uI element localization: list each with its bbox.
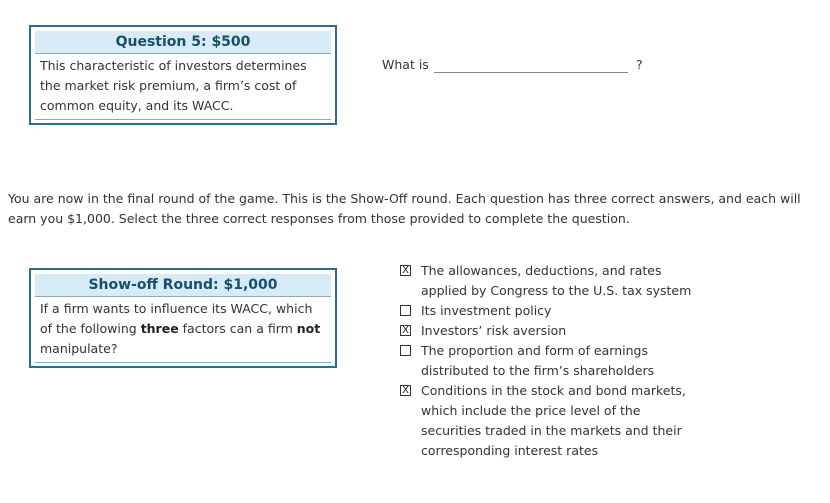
option-label-investment-policy: Its investment policy	[421, 303, 552, 318]
option-tax-system[interactable]	[400, 261, 700, 301]
option-investment-policy[interactable]	[400, 301, 700, 321]
option-market-conditions[interactable]	[400, 381, 700, 461]
option-risk-aversion[interactable]	[400, 321, 700, 341]
option-label-tax-system: The allowances, deductions, and rates applied by Congress to the U.S. tax system	[421, 263, 692, 298]
answer-options-list	[400, 261, 700, 461]
instructions-text: You are now in the final round of the game. This is the Show-Off round. Each question has three correct answers, and each will earn you $1,000. Select the three correct responses from those provided to complete the question.	[8, 191, 801, 226]
question-5-card	[29, 25, 337, 125]
question-mark-label: ?	[636, 57, 643, 72]
showoff-text-bold-three: three	[140, 321, 179, 336]
option-label-earnings-distribution: The proportion and form of earnings distributed to the firm’s shareholders	[421, 343, 655, 378]
question-5-text: This characteristic of investors determines the market risk premium, a firm’s cost of common equity, and its WACC.	[35, 54, 331, 120]
checkbox-market-conditions[interactable]: X	[400, 385, 411, 396]
question-5-title: Question 5: $500	[35, 31, 331, 54]
checkbox-tax-system[interactable]: X	[400, 265, 411, 276]
what-is-label: What is	[382, 57, 429, 72]
showoff-question-text	[35, 297, 331, 363]
option-label-risk-aversion: Investors’ risk aversion	[421, 323, 567, 338]
showoff-text-part2: factors can a firm	[178, 321, 297, 336]
showoff-text-bold-not: not	[296, 321, 321, 336]
answer-input[interactable]	[434, 56, 628, 73]
checkbox-earnings-distribution[interactable]	[400, 345, 411, 356]
option-label-market-conditions: Conditions in the stock and bond markets, which include the price level of the securities traded in the markets and their corresponding interest rates	[421, 383, 686, 458]
checkbox-investment-policy[interactable]	[400, 305, 411, 316]
showoff-text-part3: manipulate?	[40, 341, 118, 356]
checkbox-risk-aversion[interactable]: X	[400, 325, 411, 336]
showoff-title: Show-off Round: $1,000	[35, 274, 331, 297]
option-earnings-distribution[interactable]	[400, 341, 700, 381]
showoff-text-part1: If a firm wants to influence its WACC, which of the following	[40, 301, 313, 336]
showoff-question-card	[29, 268, 337, 368]
